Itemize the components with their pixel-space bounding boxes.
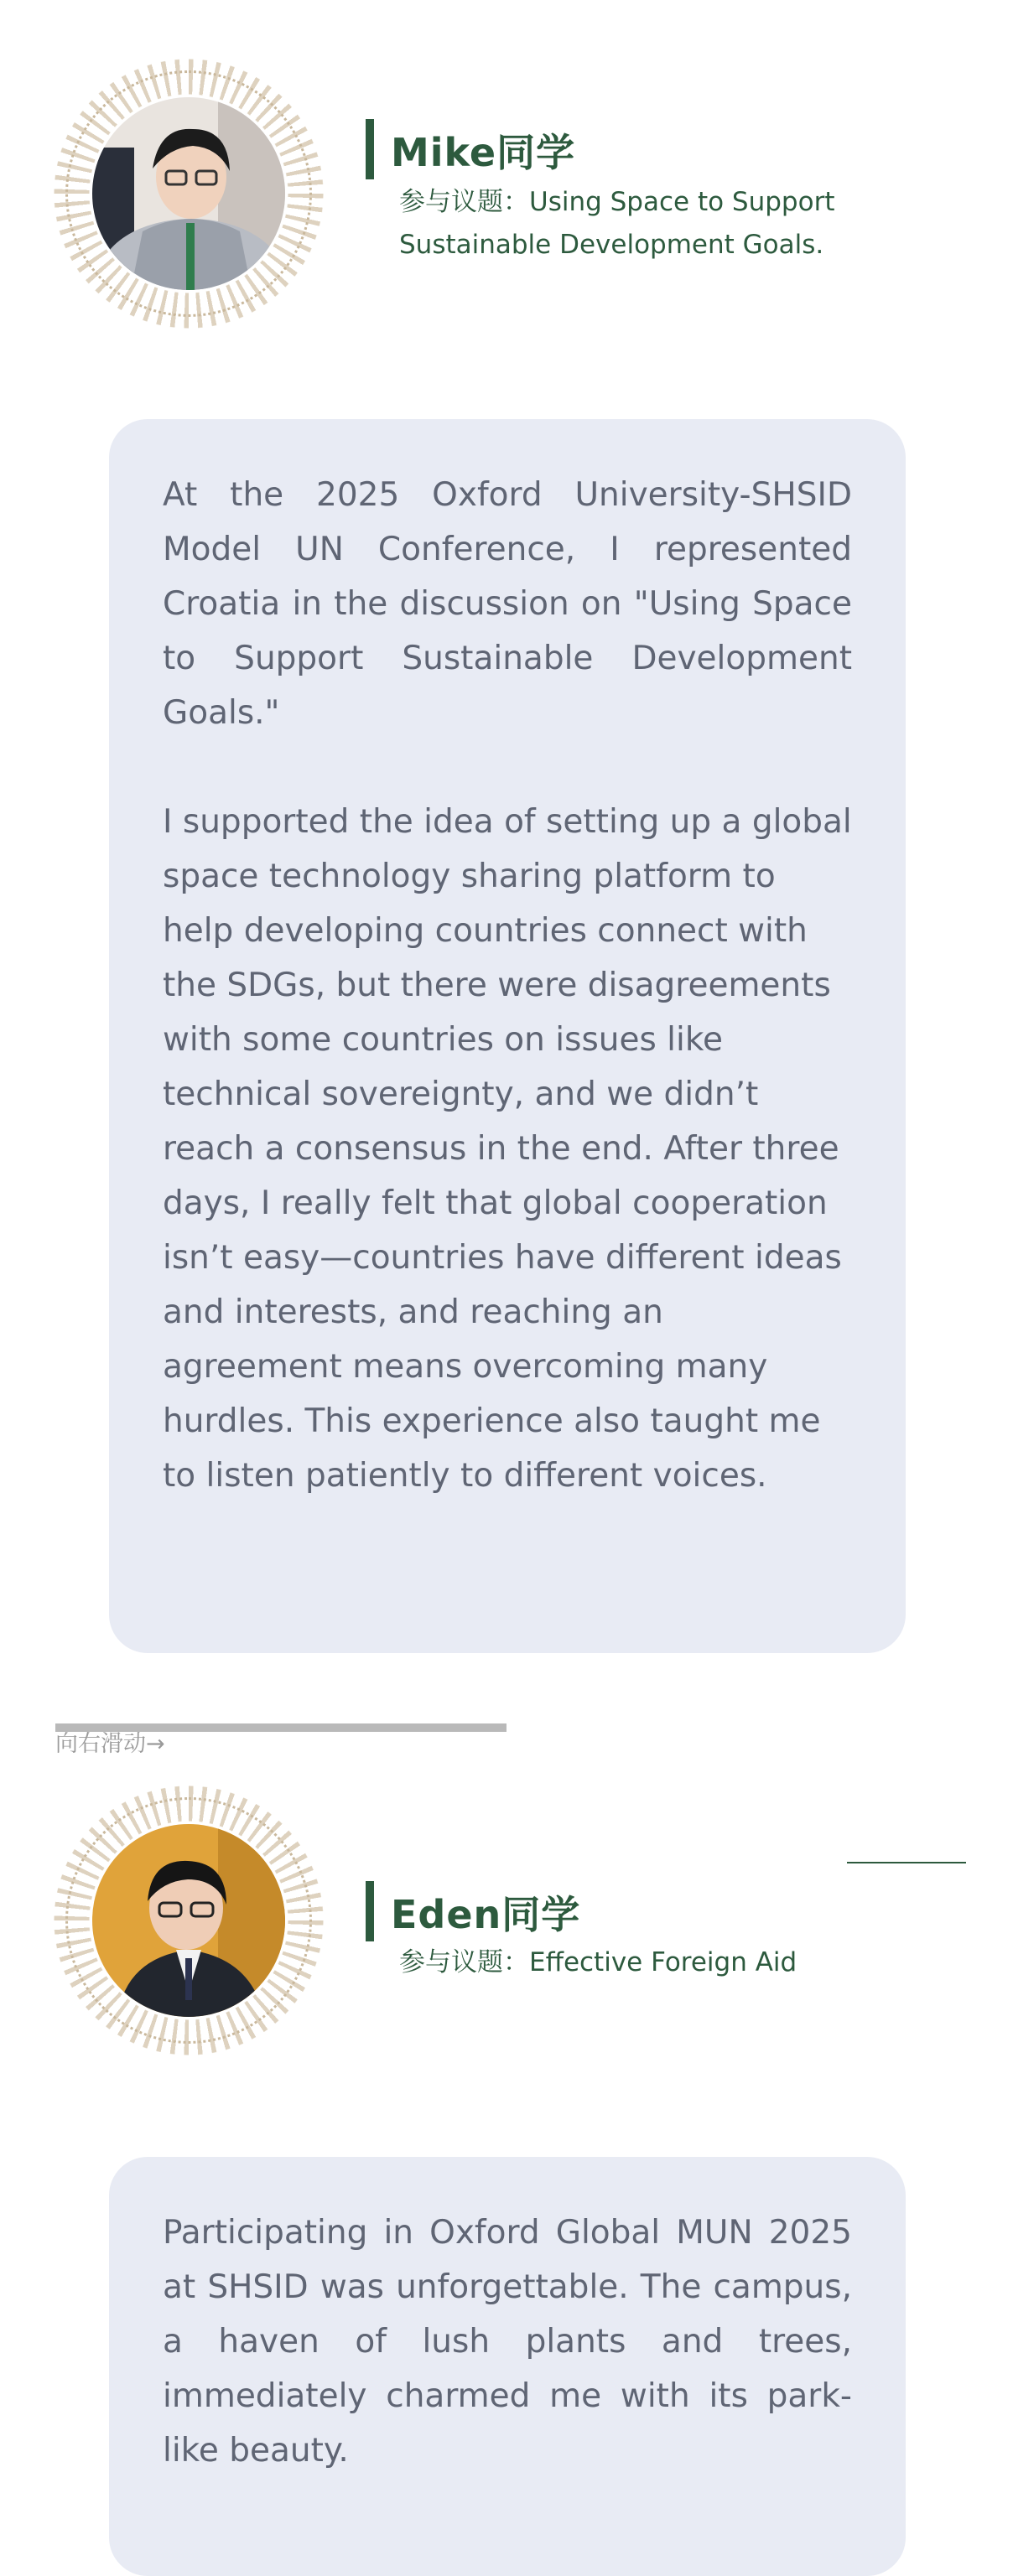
student-name: Mike同学 — [391, 130, 576, 175]
testimonial-card-eden — [109, 2157, 906, 2576]
topic-label: 参与议题：Effective Foreign Aid — [399, 1947, 797, 1977]
paragraph-gap — [163, 740, 852, 795]
topic-divider-line — [847, 1862, 966, 1863]
student-photo-image — [92, 1824, 285, 2017]
avatar-photo-mike — [92, 97, 285, 290]
testimonial-paragraph: I supported the idea of setting up a global space technology sharing platform to help developing countries connect with the SDGs, but there were disagreements with some countries on issues like technical sovereignty, and we didn’t reach a consensus in the end. After three days, I really felt that global cooperation isn’t easy—countries have different ideas and interests, and reaching an agreement means overcoming many hurdles. This experience also taught me to listen patiently to different voices. — [163, 803, 852, 1495]
testimonial-paragraph: At the 2025 Oxford University-SHSID Model UN Conference, I represented Croatia in the discussion on "Using Space to Support Sustainable Development Goals." — [163, 476, 852, 732]
swipe-right-hint: 向右滑动→ — [55, 1731, 165, 1757]
name-accent-bar — [366, 1881, 374, 1941]
avatar-mike — [54, 59, 335, 340]
topic-label: 参与议题：Using Space to Support Sustainable Development Goals. — [399, 187, 835, 260]
student-name: Eden同学 — [391, 1892, 581, 1937]
testimonial-card-mike — [109, 419, 906, 1653]
name-accent-bar — [366, 119, 374, 179]
avatar-eden — [54, 1786, 335, 2067]
testimonial-paragraph: Participating in Oxford Global MUN 2025 at SHSID was unforgettable. The campus, a haven of lush plants and trees, immediately charmed me with its park-like beauty. — [163, 2214, 852, 2470]
avatar-photo-eden — [92, 1824, 285, 2017]
student-photo-image — [92, 97, 285, 290]
